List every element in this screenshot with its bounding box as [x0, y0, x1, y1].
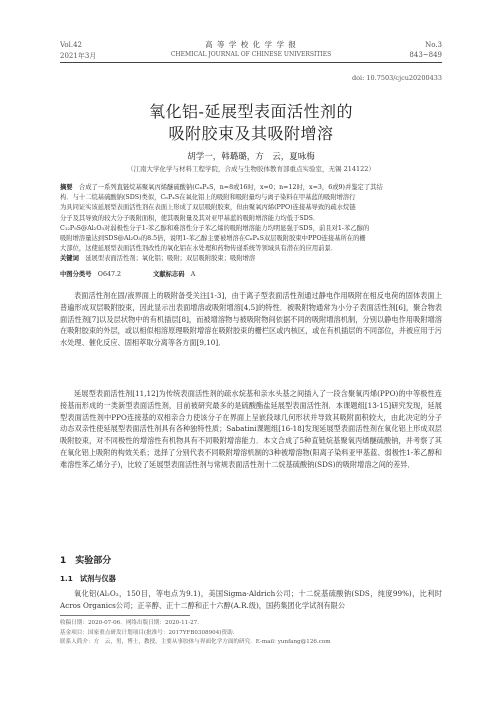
issue-date: 2021年3月 — [60, 52, 97, 60]
footnote-funding: 基金项目：国家重点研发计划项目(批准号：2017YFB0308904)资助． — [60, 629, 239, 636]
abstract-line: 构．与十二烷基硫酸钠(SDS)类似，CₙPₓS在氧化铝上的吸附和吸附量均与离子染料在甲基蓝的吸附增溶行 — [60, 194, 356, 202]
reagents-paragraph: 氧化铝(Al₂O₃，150目，等电点为9.1)，美国Sigma-Aldrich公司；十二烷基硫酸钠(SDS，纯度99%)，比利时Acros Organics公司；正辛醇、正十二醇和正十六醇(A.R.级)，国药集团化学试剂有限公 — [60, 589, 442, 610]
abstract-label: 摘要 — [60, 184, 73, 191]
intro-paragraph-2: 延展型表面活性剂[11,12]为传统表面活性剂的疏水烷基和亲水头基之间插入了一段含聚氧丙烯(PPO)的中等极性连接基而形成的一类新型表面活性剂，目前被研究最多的是硫酸酯盐延展型表面活性剂．本课题组[13-15]研究发现，延展型表面活性剂中PPO连接基的双相亲合力使该分子在界面上呈嵌段球几何形状并导致其吸附面积较大，由此决定的分子动态双亲性使延展型表面活性剂具有各种独特性质；Sabatini课题组[16-18]发现延展型表面活性剂在氧化铝上形成双层吸附胶束，对不同极性的增溶性有机物具有不同吸附增溶能力．本文合成了5种直链烷基聚氧丙烯醚硫酸钠，并考察了其在氧化铝上吸附的构效关系；选择了分别代表不同吸附增溶机制的3种被增溶物(阳离子染料亚甲基蓝、弱极性1-苯乙醇和难溶性苯乙烯分子)，比较了延展型表面活性剂与常规表面活性剂十二烷基硫酸钠(SDS)的吸附增溶之间的差异． — [60, 389, 442, 469]
section-heading: 1 实验部分 — [60, 556, 112, 566]
keywords-label: 关键词 — [60, 255, 79, 263]
footnote-received: 收稿日期：2020-07-06．网络出版日期：2020-11-27． — [60, 620, 203, 626]
journal-title-cn: 高 等 学 校 化 学 学 报 — [205, 40, 297, 49]
authors: 胡学一，韩璐璐，方 云，夏咏梅 — [187, 152, 315, 162]
subsection-heading: 1.1 试剂与仪器 — [60, 574, 116, 583]
issue-number: No.3 — [425, 41, 442, 49]
header-rule — [60, 62, 442, 63]
class-label: 中图分类号 — [60, 271, 92, 278]
footnotes — [60, 619, 442, 648]
abstract-line: 摘要 合成了一系列直链烷基聚氧丙烯醚硫酸钠(CₙPₓS，n=8或16时，x=0；n=12时，x=3，6或9)并鉴定了其结 — [60, 184, 383, 191]
page-range: 843~849 — [409, 51, 442, 59]
abstract-line: C₁₂P₉S@Al₂O₃对弱极性分子1-苯乙醇和难溶性分子苯乙烯的吸附增溶能力均明显强于SDS，前且对1-苯乙醇的 — [60, 224, 370, 232]
abstract-line: 吸附增溶量达到SDS@Al₂O₃的8.5倍，说明1-苯乙醇主要被增溶在CₙPₓS双层吸附胶束中PPO连接基所在的栅 — [60, 235, 366, 243]
abstract-line: 为具同证实该延展型表面活性剂在表面上形成了双层吸附胶束，但由聚氧丙烯(PPO)连接基导致的疏水烷链 — [60, 204, 356, 212]
footnote-contact: 联系人简介：方 云，男，博士，教授，主要从事胶体与界面化学方面的研究．E-mail: yunfang@126.com — [60, 639, 331, 646]
abstract — [60, 183, 442, 265]
article-title-line-1: 氧化铝-延展型表面活性剂的 — [149, 102, 353, 121]
class-value: O647.2 — [97, 271, 121, 278]
footnote-rule — [60, 615, 190, 616]
volume-label: Vol.42 — [60, 41, 82, 49]
classification-line — [60, 269, 195, 278]
keywords-line — [60, 254, 442, 264]
affiliation: （江南大学化学与材料工程学院，合成与生物胶体教育部重点实验室，无锡 214122） — [127, 165, 375, 173]
abstract-line: 分子及其导致的较大分子吸附面积，使其吸附量及其对亚甲基蓝的吸附增溶能力均低于SDS． — [60, 214, 320, 222]
keywords: 延展型表面活性剂；氧化铝；吸附；双层吸附胶束；吸附增溶 — [85, 255, 256, 263]
article-title-line-2: 吸附胶束及其吸附增溶 — [168, 124, 334, 143]
doc-code-value: A — [190, 271, 196, 278]
abstract-line: 大部位，这使延展型表面活性剂改性的氧化铝在水处理和药物传递系统等领域具有潜在的应用前景． — [60, 245, 338, 253]
journal-title-en: CHEMICAL JOURNAL OF CHINESE UNIVERSITIES — [170, 51, 332, 58]
doc-code-label: 文献标志码 — [153, 271, 185, 278]
intro-paragraph-1: 表面活性剂在固/液界面上的吸附备受关注[1-3]，由于离子型表面活性剂通过静电作用吸附在相反电荷的固体表面上普遍形成双层吸附胶束，因此显示出表面增溶或吸附增溶[4,5]的特性．被吸附物通常为小分子表面活性剂[6]，聚合物表面活性剂[7]以及层状物中的有机插层[8]，而被增溶物与被吸附物间依据不同的吸附增溶机制，分别以静电作用吸附增溶在吸附胶束的外层，或以相似相溶原理吸附增溶在吸附胶束的栅栏区或内核区，或在有机插层的不同部位，并被应用于污水处理、催化反应、固相萃取分离等各方面[9,10]． — [60, 291, 442, 348]
doi: doi: 10.7503/cjcu20200433 — [351, 74, 442, 82]
